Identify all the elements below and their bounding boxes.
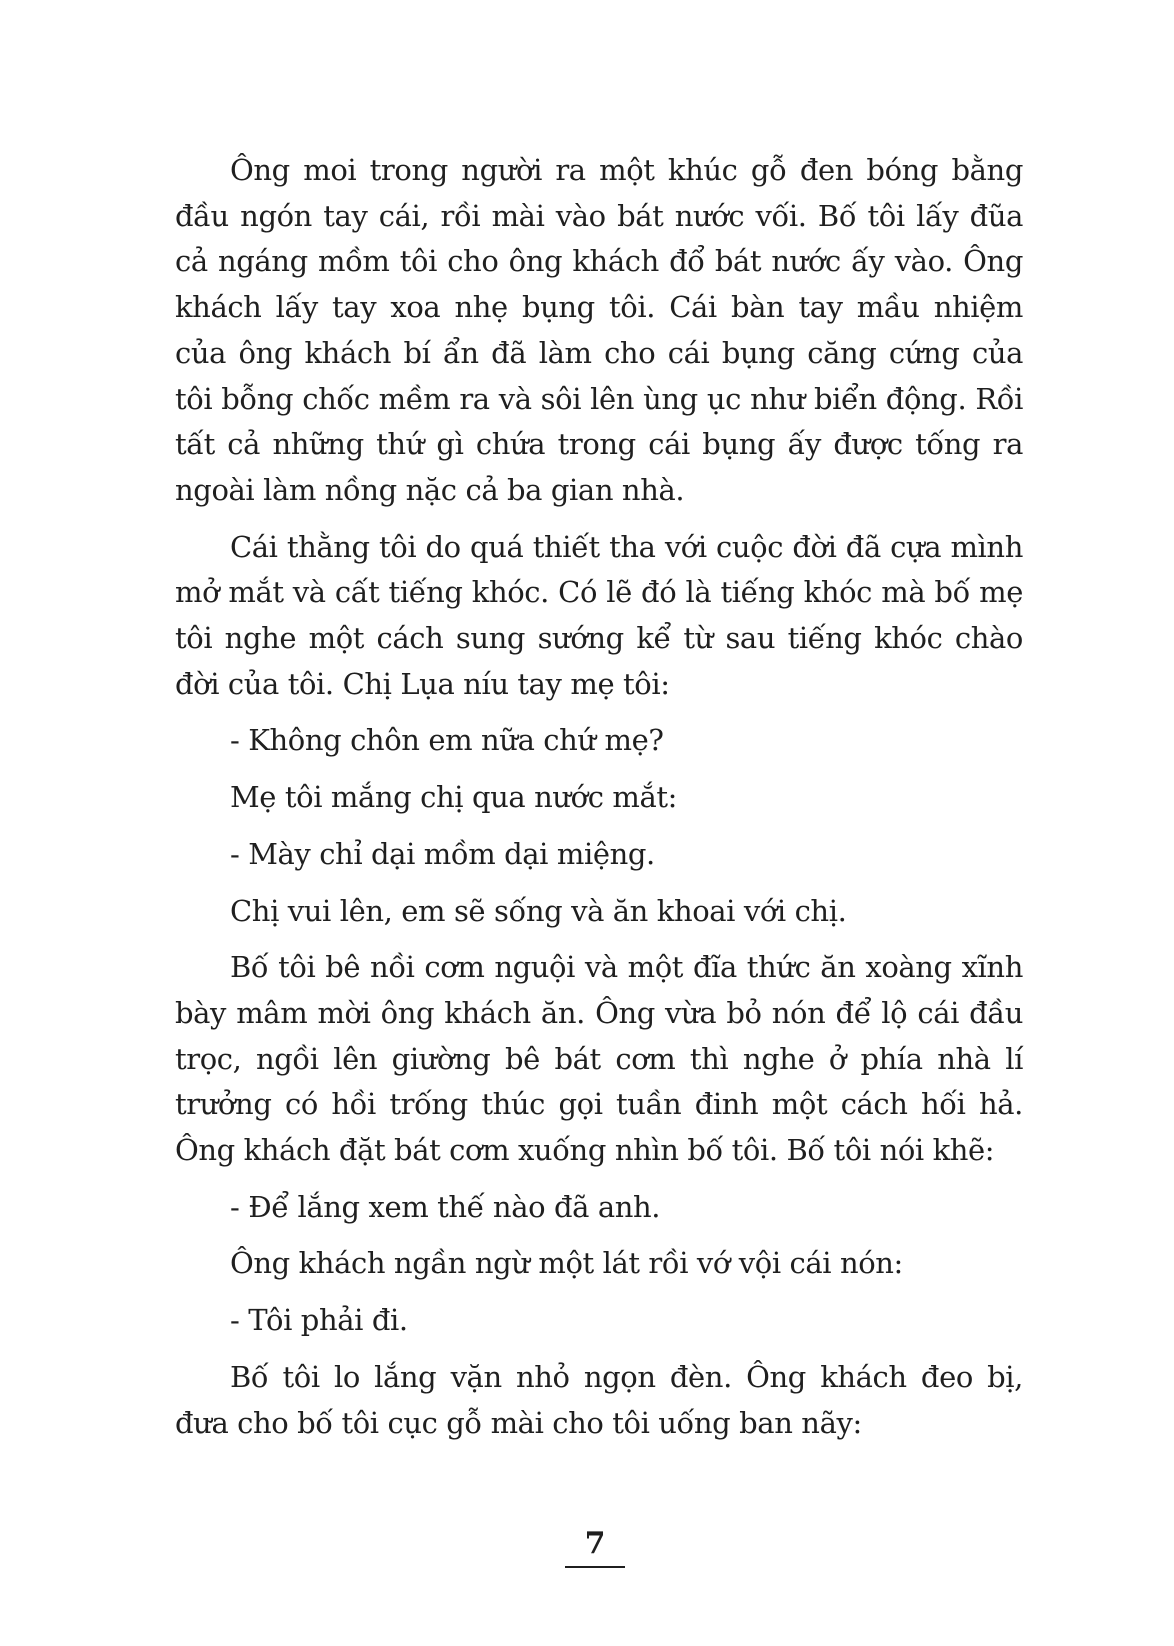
dialogue-line: - Mày chỉ dại mồm dại miệng.	[230, 836, 655, 871]
paragraph: Bố tôi lo lắng vặn nhỏ ngọn đèn. Ông khách đeo bị, đưa cho bố tôi cục gỗ mài cho tôi uống ban nãy:	[175, 1359, 1023, 1440]
paragraph: Ông khách ngần ngừ một lát rồi vớ vội cái nón:	[230, 1246, 903, 1281]
paragraph: Cái thằng tôi do quá thiết tha với cuộc đời đã cựa mình mở mắt và cất tiếng khóc. Có lẽ đó là tiếng khóc mà bố mẹ tôi nghe một cách sung sướng kể từ sau tiếng khóc chào đời của tôi. Chị Lụa níu tay mẹ tôi:	[175, 529, 1023, 701]
paragraph: Mẹ tôi mắng chị qua nước mắt:	[230, 780, 677, 815]
page-footer	[565, 1526, 625, 1568]
paragraph: Bố tôi bê nồi cơm nguội và một đĩa thức ăn xoàng xĩnh bày mâm mời ông khách ăn. Ông vừa bỏ nón để lộ cái đầu trọc, ngồi lên giường bê bát cơm thì nghe ở phía nhà lí trưởng có hồi trống thúc gọi tuần đinh một cách hối hả. Ông khách đặt bát cơm xuống nhìn bố tôi. Bố tôi nói khẽ:	[175, 950, 1023, 1168]
dialogue-line: - Không chôn em nữa chứ mẹ?	[230, 723, 664, 758]
page-number-underline	[565, 1566, 625, 1568]
body-text	[175, 148, 1023, 1457]
paragraph: Chị vui lên, em sẽ sống và ăn khoai với chị.	[230, 893, 847, 928]
dialogue-line: - Để lắng xem thế nào đã anh.	[230, 1189, 661, 1224]
paragraph: Ông moi trong người ra một khúc gỗ đen bóng bằng đầu ngón tay cái, rồi mài vào bát nước vối. Bố tôi lấy đũa cả ngáng mồm tôi cho ông khách đổ bát nước ấy vào. Ông khách lấy tay xoa nhẹ bụng tôi. Cái bàn tay mầu nhiệm của ông khách bí ẩn đã làm cho cái bụng căng cứng của tôi bỗng chốc mềm ra và sôi lên ùng ục như biển động. Rồi tất cả những thứ gì chứa trong cái bụng ấy được tống ra ngoài làm nồng nặc cả ba gian nhà.	[175, 153, 1023, 507]
page-number: 7	[584, 1526, 606, 1561]
dialogue-line: - Tôi phải đi.	[230, 1303, 408, 1338]
